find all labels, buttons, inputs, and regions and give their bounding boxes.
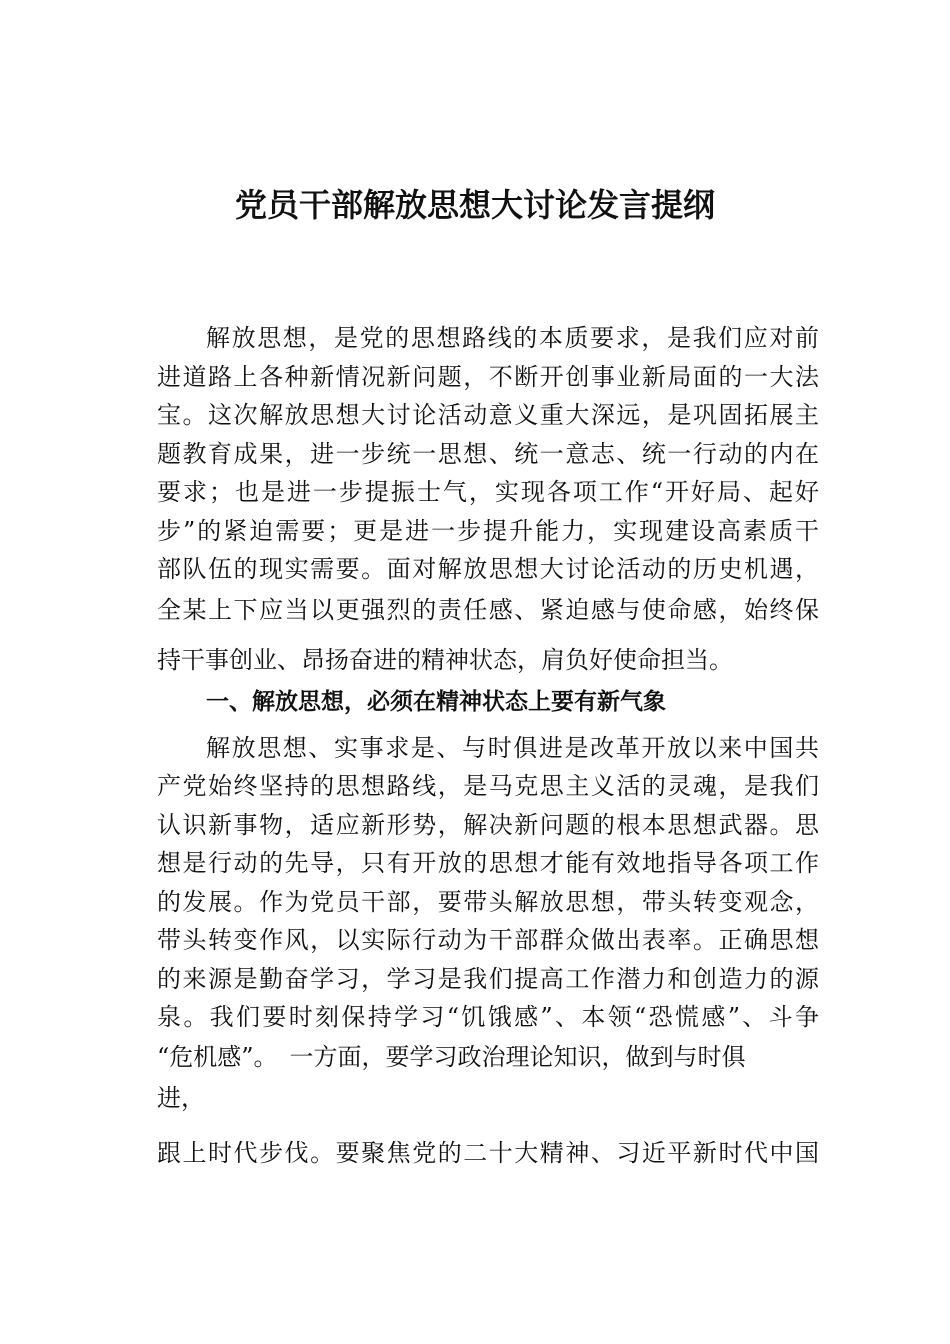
paragraph-line: 步”的紧迫需要；更是进一步提升能力，实现建设高素质干 bbox=[157, 517, 819, 545]
paragraph-line: 跟上时代步伐。要聚焦党的二十大精神、习近平新时代中国 bbox=[157, 1139, 819, 1167]
paragraph-line: 认识新事物，适应新形势，解决新问题的根本思想武器。思 bbox=[157, 811, 819, 839]
document-title: 党员干部解放思想大讨论发言提纲 bbox=[234, 186, 715, 224]
paragraph-line: 持干事创业、昂扬奋进的精神状态，肩负好使命担当。 bbox=[157, 646, 733, 674]
paragraph-line: 全某上下应当以更强烈的责任感、紧迫感与使命感，始终保 bbox=[157, 596, 819, 624]
paragraph-line: 解放思想，是党的思想路线的本质要求，是我们应对前 bbox=[206, 324, 819, 352]
paragraph-line: 想是行动的先导，只有开放的思想才能有效地指导各项工作 bbox=[157, 849, 819, 877]
paragraph-line: “危机感”。 一方面，要学习政治理论知识，做到与时俱 bbox=[157, 1043, 746, 1071]
paragraph-line: 的来源是勤奋学习，学习是我们提高工作潜力和创造力的源 bbox=[157, 965, 819, 993]
paragraph-line: 要求；也是进一步提振士气，实现各项工作“开好局、起好 bbox=[157, 478, 819, 506]
paragraph-line: 带头转变作风，以实际行动为干部群众做出表率。正确思想 bbox=[157, 926, 819, 954]
paragraph-line: 产党始终坚持的思想路线，是马克思主义活的灵魂，是我们 bbox=[157, 772, 819, 800]
paragraph-line: 宝。这次解放思想大讨论活动意义重大深远，是巩固拓展主 bbox=[157, 401, 819, 429]
paragraph-line: 进道路上各种新情况新问题，不断开创事业新局面的一大法 bbox=[157, 363, 819, 391]
paragraph-line: 题教育成果，进一步统一思想、统一意志、统一行动的内在 bbox=[157, 440, 819, 468]
section-heading: 一、解放思想，必须在精神状态上要有新气象 bbox=[206, 689, 666, 715]
paragraph-line: 部队伍的现实需要。面对解放思想大讨论活动的历史机遇， bbox=[157, 555, 819, 583]
paragraph-line: 泉。我们要时刻保持学习“饥饿感”、本领“恐慌感”、斗争 bbox=[157, 1003, 819, 1031]
paragraph-line: 进， bbox=[157, 1084, 205, 1112]
paragraph-line: 解放思想、实事求是、与时俱进是改革开放以来中国共 bbox=[206, 734, 819, 762]
paragraph-line: 的发展。作为党员干部，要带头解放思想，带头转变观念， bbox=[157, 888, 819, 916]
